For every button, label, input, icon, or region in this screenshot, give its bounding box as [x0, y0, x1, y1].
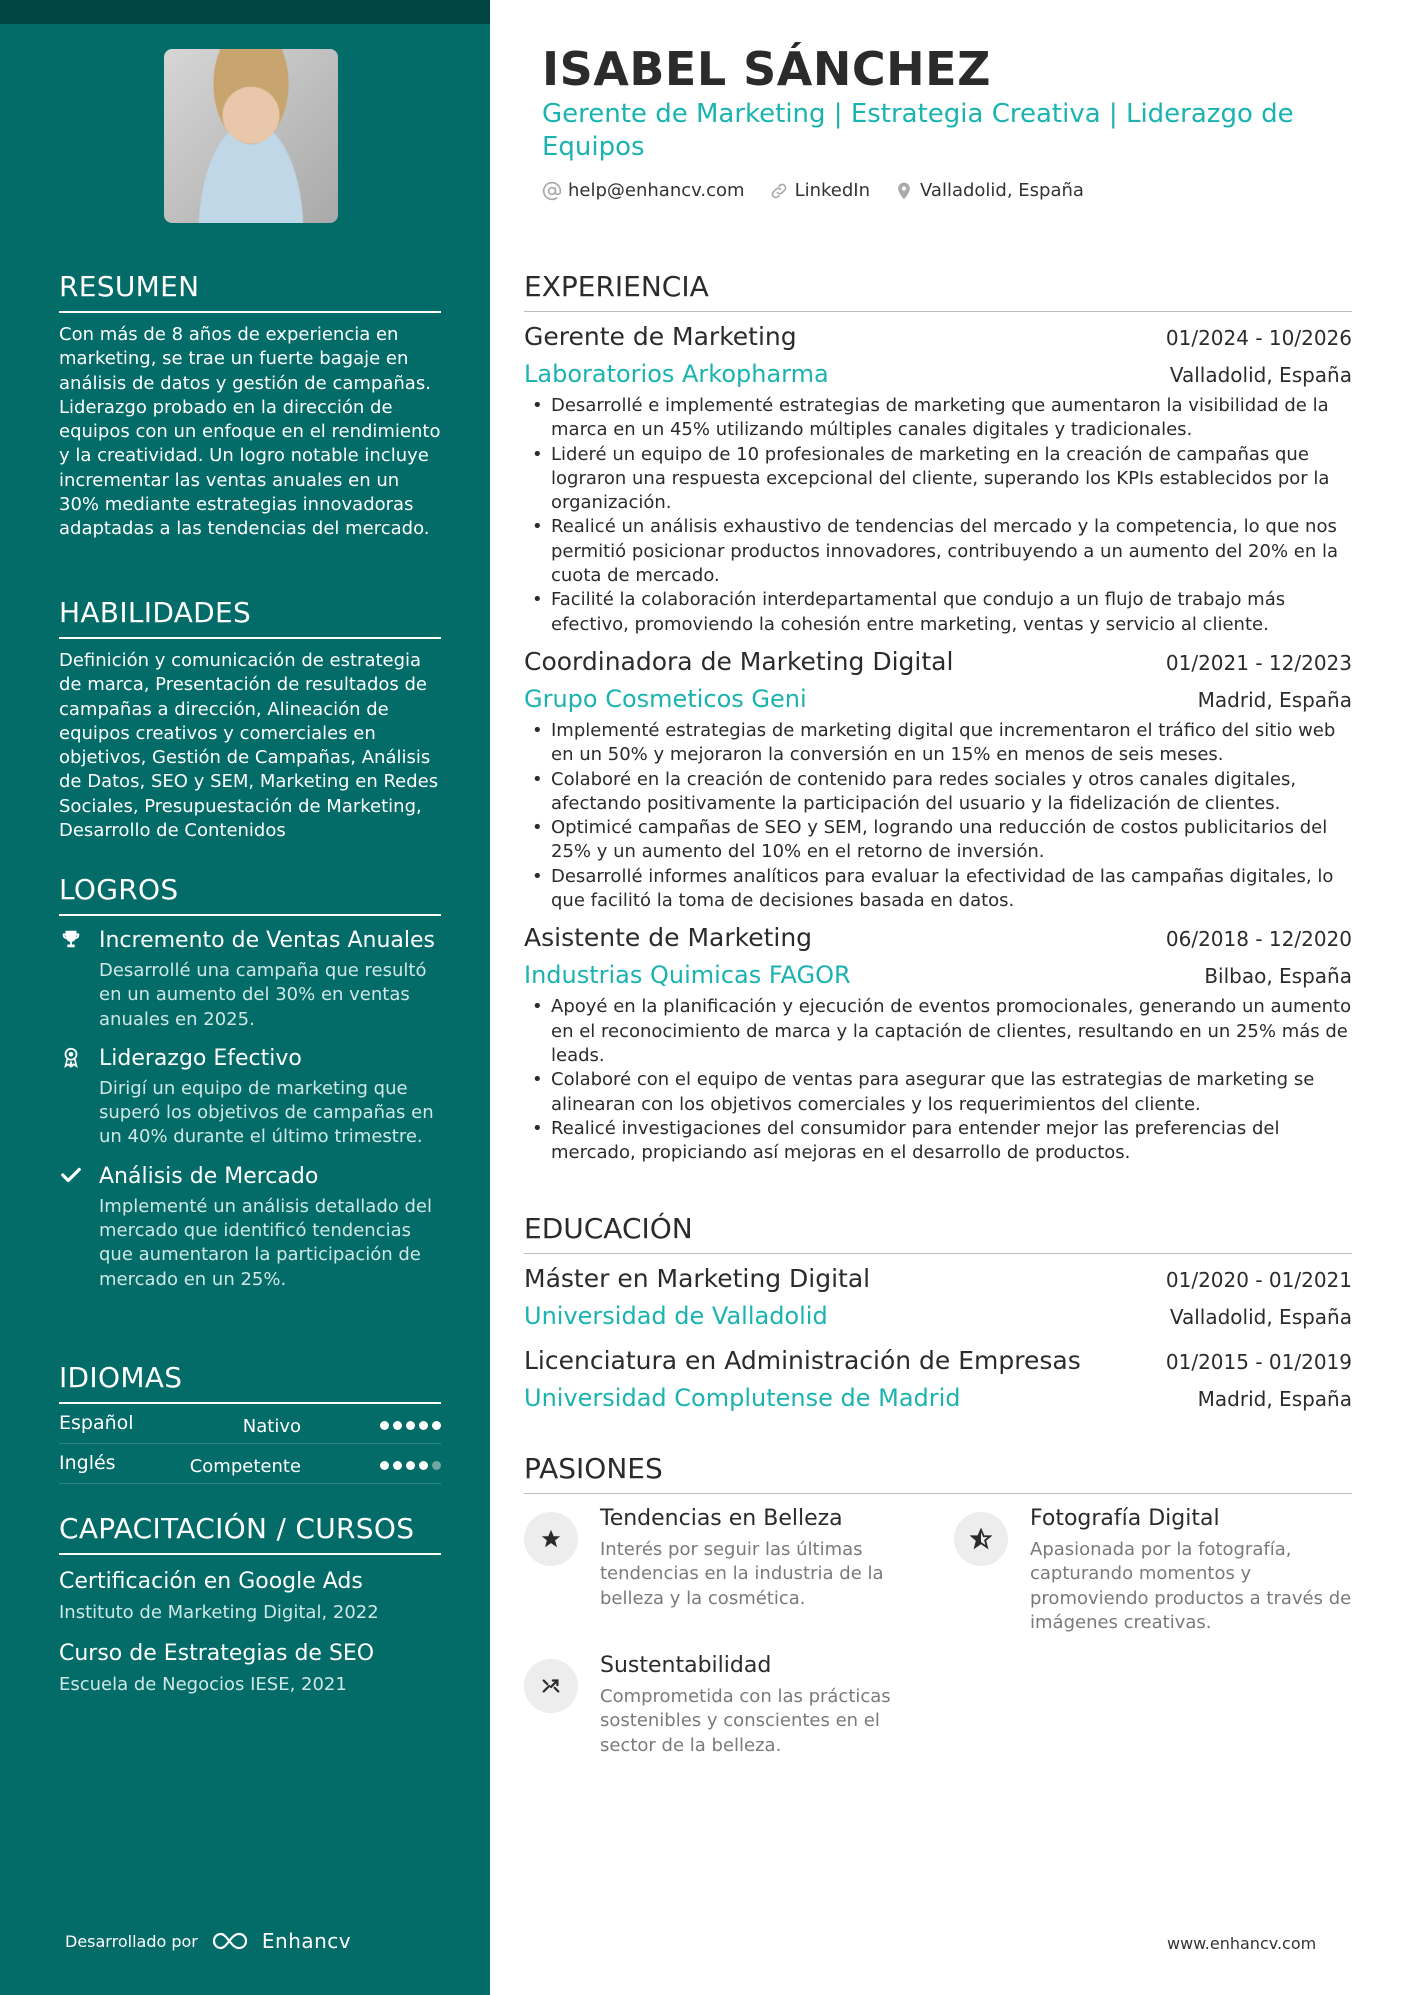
- contact-bar: [542, 180, 1108, 201]
- education-school: Universidad de Valladolid: [524, 1302, 828, 1330]
- sidebar: [0, 0, 490, 1995]
- achievement-title: Liderazgo Efectivo: [99, 1045, 302, 1071]
- course-sub: Escuela de Negocios IESE, 2021: [59, 1674, 347, 1695]
- job-role: Asistente de Marketing: [524, 923, 813, 953]
- list-item: • Colaboré en la creación de contenido para redes sociales y otros canales digitales, afectando positivamente la participación del usuario y la fidelización de clientes.: [524, 768, 1352, 817]
- education-degree: Licenciatura en Administración de Empresas: [524, 1346, 1081, 1375]
- credit: [65, 1929, 351, 1953]
- profile-photo: [164, 49, 338, 223]
- language-dots: [376, 1415, 441, 1434]
- summary-title: RESUMEN: [59, 270, 441, 313]
- language-name: Inglés: [59, 1452, 116, 1474]
- candidate-name: ISABEL SÁNCHEZ: [542, 42, 991, 96]
- summary-text: Con más de 8 años de experiencia en marketing, se trae un fuerte bagaje en análisis de datos y gestión de campañas. Liderazgo probado en la dirección de equipos con un enfoque en el rendimiento y la creatividad. Un logro notable incluye incrementar las ventas anuales en un 30% mediante estrategias innovadoras adaptadas a las tendencias del mercado.: [59, 324, 441, 540]
- linkedin-text: LinkedIn: [794, 180, 870, 201]
- achievement-title: Incremento de Ventas Anuales: [99, 928, 436, 953]
- location-text: Valladolid, España: [920, 180, 1084, 201]
- passion-desc: Comprometida con las prácticas sostenibles y conscientes en el sector de la belleza.: [600, 1686, 891, 1756]
- candidate-headline: Gerente de Marketing | Estrategia Creativa | Liderazgo de Equipos: [542, 99, 1294, 162]
- passion-title: Tendencias en Belleza: [600, 1506, 843, 1531]
- passion-desc: Apasionada por la fotografía, capturando momentos y promoviendo productos a través de imágenes creativas.: [1030, 1539, 1352, 1633]
- recycle-icon: [524, 1659, 578, 1713]
- job-entry: [524, 322, 1352, 637]
- job-entry: [524, 647, 1352, 913]
- job-entry: [524, 923, 1352, 1165]
- passion-item: [524, 1504, 924, 1611]
- language-row: [59, 1404, 441, 1444]
- achievement-title: Análisis de Mercado: [99, 1163, 319, 1189]
- languages-title: IDIOMAS: [59, 1361, 441, 1404]
- list-item: • Desarrollé informes analíticos para evaluar la efectividad de las campañas digitales, lo que facilitó la toma de decisiones basada en datos.: [524, 865, 1352, 914]
- job-role: Gerente de Marketing: [524, 322, 797, 351]
- job-location: Bilbao, España: [1204, 964, 1352, 989]
- job-bullets: [524, 394, 1352, 637]
- education-dates: 01/2020 - 01/2021: [1165, 1268, 1352, 1292]
- language-dots: [376, 1455, 441, 1474]
- infinity-icon: [210, 1930, 254, 1952]
- passion-title: Sustentabilidad: [600, 1653, 772, 1678]
- language-level: Nativo: [242, 1416, 301, 1437]
- list-item: • Desarrollé e implementé estrategias de marketing que aumentaron la visibilidad de la marca en un 45% utilizando múltiples canales digitales y tradicionales.: [524, 394, 1352, 443]
- education-entry: [524, 1346, 1352, 1418]
- education-school: Universidad Complutense de Madrid: [524, 1384, 961, 1412]
- job-bullets: [524, 995, 1352, 1165]
- education-entry: [524, 1264, 1352, 1336]
- list-item: • Colaboré con el equipo de ventas para asegurar que las estrategias de marketing se alinearan con los objetivos comerciales y los requerimientos del cliente.: [524, 1068, 1352, 1117]
- footer-url[interactable]: www.enhancv.com: [1167, 1934, 1317, 1953]
- list-item: • Optimicé campañas de SEO y SEM, logrando una reducción de costos publicitarios del 25% y un aumento del 10% en el retorno de inversión.: [524, 816, 1352, 865]
- star-icon: [524, 1512, 578, 1566]
- experience-section: [524, 270, 1352, 1165]
- list-item: • Realicé investigaciones del consumidor para entender mejor las preferencias del mercado, propiciando así mejoras en el desarrollo de productos.: [524, 1117, 1352, 1166]
- job-company: Laboratorios Arkopharma: [524, 360, 829, 388]
- job-company: Industrias Quimicas FAGOR: [524, 961, 851, 990]
- credit-brand: Enhancv: [261, 1929, 352, 1953]
- contact-linkedin[interactable]: [769, 180, 870, 201]
- education-location: Madrid, España: [1197, 1387, 1352, 1411]
- education-section: [524, 1212, 1352, 1418]
- achievement-desc: Desarrollé una campaña que resultó en un aumento del 30% en ventas anuales en 2025.: [99, 960, 427, 1030]
- achievement-item: [59, 926, 441, 1032]
- language-level: Competente: [189, 1456, 301, 1477]
- language-name: Español: [59, 1412, 134, 1434]
- list-item: • Apoyé en la planificación y ejecución de eventos promocionales, generando un aumento en el reconocimiento de marca y la captación de clientes, resultando en un 25% más de leads.: [524, 995, 1352, 1068]
- education-degree: Máster en Marketing Digital: [524, 1264, 871, 1293]
- courses-title: CAPACITACIÓN / CURSOS: [59, 1512, 441, 1555]
- contact-location: [894, 180, 1084, 201]
- list-item: • Facilité la colaboración interdepartamental que condujo a un flujo de trabajo más efectivo, promoviendo la cohesión entre marketing, ventas y servicio al cliente.: [524, 588, 1352, 637]
- passion-item: [524, 1651, 924, 1758]
- job-role: Coordinadora de Marketing Digital: [524, 646, 954, 676]
- languages-section: [59, 1361, 441, 1484]
- job-location: Madrid, España: [1197, 687, 1352, 712]
- link-icon: [769, 181, 789, 201]
- at-icon: [542, 181, 562, 201]
- achievement-item: [59, 1044, 441, 1150]
- list-item: • Implementé estrategias de marketing digital que incrementaron el tráfico del sitio web en un 50% y mejoraron la conversión en un 15% en menos de seis meses.: [524, 719, 1352, 768]
- trophy-icon: [59, 928, 83, 952]
- job-dates: 01/2024 - 10/2026: [1165, 326, 1352, 350]
- experience-title: EXPERIENCIA: [524, 270, 1352, 312]
- list-item: • Realicé un análisis exhaustivo de tendencias del mercado y la competencia, lo que nos permitió posicionar productos innovadores, contribuyendo a un aumento del 20% en la cuota de mercado.: [524, 515, 1352, 588]
- course-title: Certificación en Google Ads: [59, 1569, 363, 1594]
- achievement-item: [59, 1162, 441, 1292]
- education-title: EDUCACIÓN: [524, 1212, 1352, 1254]
- list-item: • Lideré un equipo de 10 profesionales de marketing en la creación de campañas que lograron una respuesta excepcional del cliente, superando los KPIs establecidos por la organización.: [524, 443, 1352, 516]
- email-text: help@enhancv.com: [568, 180, 745, 201]
- passions-title: PASIONES: [524, 1452, 1352, 1494]
- summary-section: [59, 270, 441, 542]
- half-star-icon: [954, 1512, 1008, 1566]
- passion-item: [954, 1504, 1354, 1635]
- language-row: [59, 1444, 441, 1484]
- passion-desc: Interés por seguir las últimas tendencias en la industria de la belleza y la cosmética.: [600, 1539, 884, 1609]
- achievements-title: LOGROS: [59, 873, 441, 916]
- enhancv-logo[interactable]: [210, 1929, 351, 1953]
- skills-title: HABILIDADES: [59, 596, 441, 639]
- education-dates: 01/2015 - 01/2019: [1165, 1350, 1352, 1374]
- contact-email[interactable]: [542, 180, 745, 201]
- check-icon: [59, 1164, 83, 1188]
- job-dates: 01/2021 - 12/2023: [1165, 650, 1352, 675]
- achievement-desc: Dirigí un equipo de marketing que superó los objetivos de campañas en un 40% durante el último trimestre.: [99, 1077, 434, 1148]
- passions-section: [524, 1452, 1352, 1764]
- job-company: Grupo Cosmeticos Geni: [524, 684, 807, 713]
- location-pin-icon: [894, 181, 914, 201]
- passion-title: Fotografía Digital: [1030, 1506, 1220, 1531]
- sidebar-top-bar: [0, 0, 490, 24]
- skills-section: [59, 596, 441, 843]
- course-title: Curso de Estrategias de SEO: [59, 1641, 375, 1666]
- award-icon: [59, 1046, 83, 1070]
- courses-section: [59, 1512, 441, 1697]
- job-location: Valladolid, España: [1169, 363, 1352, 387]
- achievements-section: [59, 873, 441, 1292]
- course-sub: Instituto de Marketing Digital, 2022: [59, 1602, 379, 1623]
- skills-text: Definición y comunicación de estrategia de marca, Presentación de resultados de campañas a dirección, Alineación de equipos creativos y comerciales en objetivos, Gestión de Campañas, Análisis de Datos, SEO y SEM, Marketing en Redes Sociales, Presupuestación de Marketing, Desarrollo de Contenidos: [59, 650, 439, 842]
- job-bullets: [524, 719, 1352, 913]
- job-dates: 06/2018 - 12/2020: [1165, 927, 1352, 952]
- achievement-desc: Implementé un análisis detallado del mercado que identificó tendencias que aumentaron la participación de mercado en un 25%.: [99, 1195, 432, 1290]
- education-location: Valladolid, España: [1169, 1305, 1352, 1329]
- credit-label: Desarrollado por: [65, 1931, 198, 1951]
